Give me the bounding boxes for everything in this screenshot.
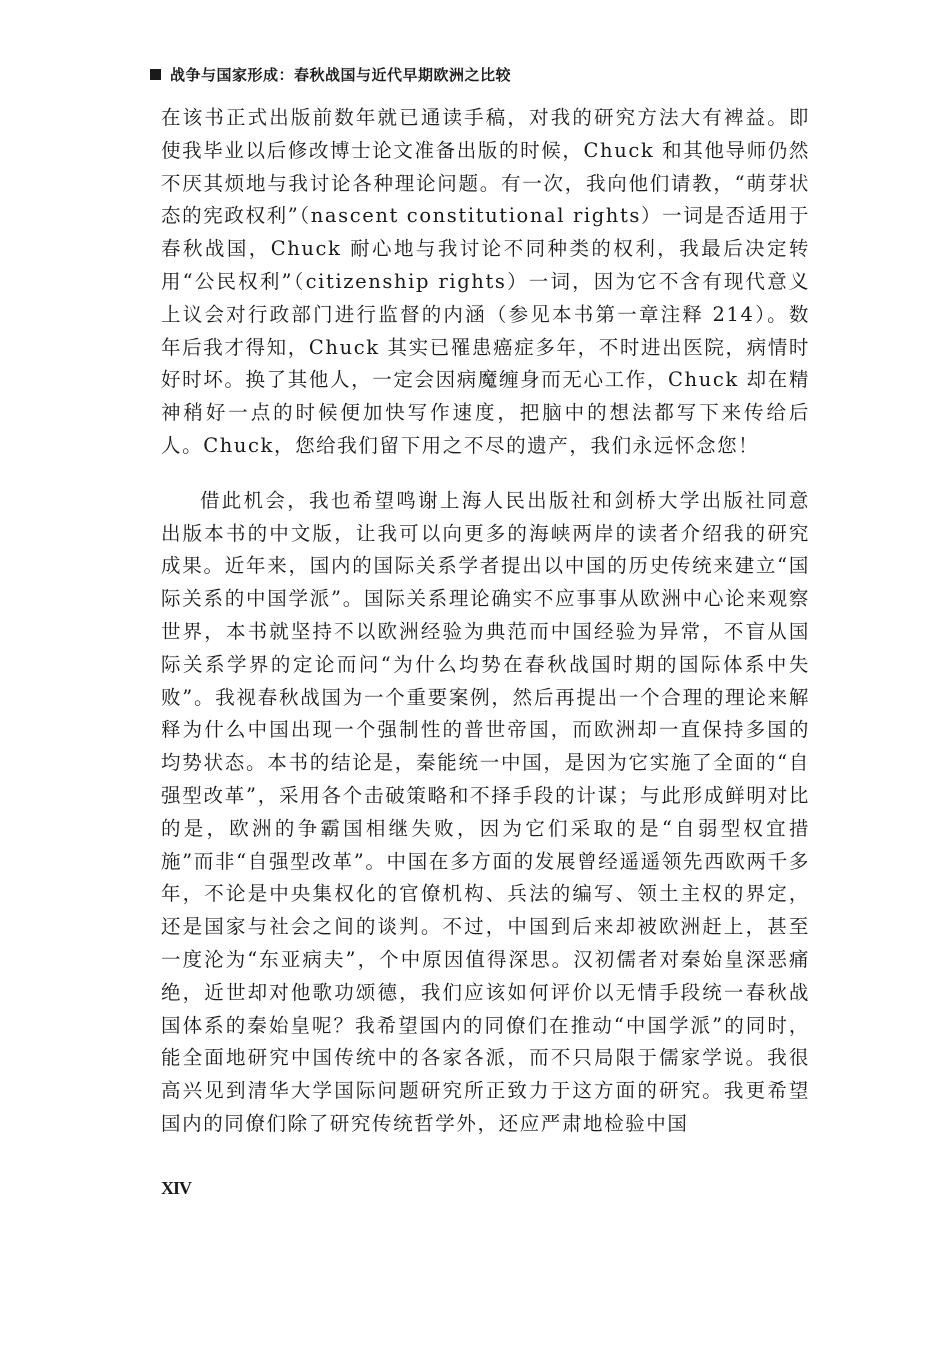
square-bullet-icon [150, 69, 161, 80]
paragraph-1: 在该书正式出版前数年就已通读手稿，对我的研究方法大有裨益。即使我毕业以后修改博士论文准备出版的时候，Chuck 和其他导师仍然不厌其烦地与我讨论各种理论问题。有一次，我向他们请教，“萌芽状态的宪政权利”（nascent constitutional rights）一词是否适用于春秋战国，Chuck 耐心地与我讨论不同种类的权利，我最后决定转用“公民权利”（citizenship rights）一词，因为它不含有现代意义上议会对行政部门进行监督的内涵（参见本书第一章注释 214）。数年后我才得知，Chuck 其实已罹患癌症多年，不时进出医院，病情时好时坏。换了其他人，一定会因病魔缠身而无心工作，Chuck 却在精神稍好一点的时候便加快写作速度，把脑中的想法都写下来传给后人。Chuck，您给我们留下用之不尽的遗产，我们永远怀念您！ [161, 106, 810, 457]
paragraph-2: 借此机会，我也希望鸣谢上海人民出版社和剑桥大学出版社同意出版本书的中文版，让我可以向更多的海峡两岸的读者介绍我的研究成果。近年来，国内的国际关系学者提出以中国的历史传统来建立“国际关系的中国学派”。国际关系理论确实不应事事从欧洲中心论来观察世界，本书就坚持不以欧洲经验为典范而中国经验为异常，不盲从国际关系学界的定论而问“为什么均势在春秋战国时期的国际体系中失败”。我视春秋战国为一个重要案例，然后再提出一个合理的理论来解释为什么中国出现一个强制性的普世帝国，而欧洲却一直保持多国的均势状态。本书的结论是，秦能统一中国，是因为它实施了全面的“自强型改革”，采用各个击破策略和不择手段的计谋；与此形成鲜明对比的是，欧洲的争霸国相继失败，因为它们采取的是“自弱型权宜措施”而非“自强型改革”。中国在多方面的发展曾经遥遥领先西欧两千多年，不论是中央集权化的官僚机构、兵法的编写、领土主权的界定，还是国家与社会之间的谈判。不过，中国到后来却被欧洲赶上，甚至一度沦为“东亚病夫”，个中原因值得深思。汉初儒者对秦始皇深恶痛绝，近世却对他歌功颂德，我们应该如何评价以无情手段统一春秋战国体系的秦始皇呢？我希望国内的同僚们在推动“中国学派”的同时，能全面地研究中国传统中的各家各派，而不只局限于儒家学说。我很高兴见到清华大学国际问题研究所正致力于这方面的研究。我更希望国内的同僚们除了研究传统哲学外，还应严肃地检验中国 [161, 488, 810, 1135]
page-number: XIV [161, 1178, 192, 1198]
book-title: 战争与国家形成：春秋战国与近代早期欧洲之比较 [170, 65, 512, 84]
running-header [150, 62, 810, 86]
body-text [161, 102, 810, 1141]
